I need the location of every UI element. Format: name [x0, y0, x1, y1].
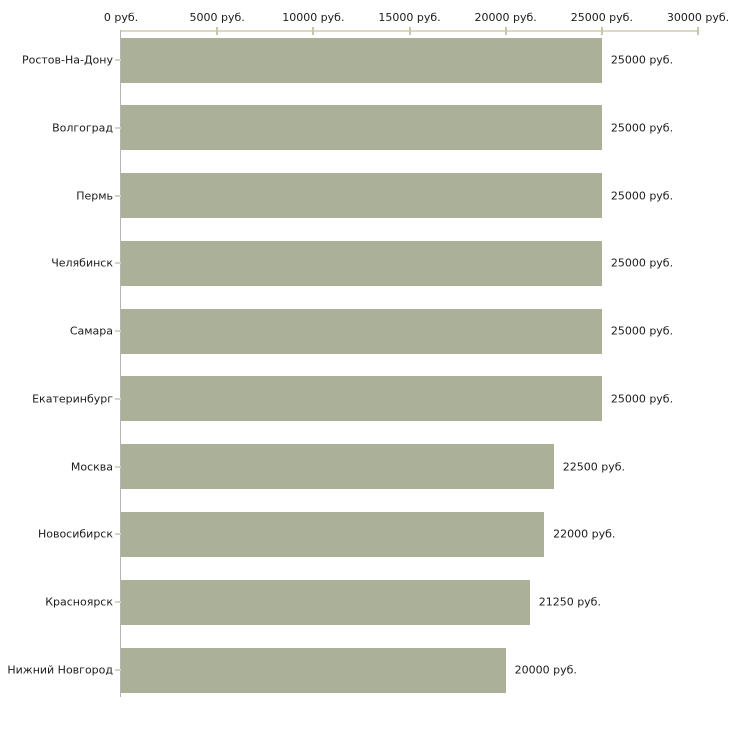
bar — [121, 648, 506, 693]
value-label: 22500 руб. — [562, 460, 626, 474]
bar — [121, 173, 602, 218]
x-axis-tick-label: 5000 руб. — [189, 11, 245, 24]
value-label: 22000 руб. — [553, 527, 616, 541]
x-axis-tick — [216, 27, 218, 35]
x-axis-tick-label: 10000 руб. — [282, 11, 345, 24]
bar — [121, 512, 544, 557]
x-axis-tick — [312, 27, 314, 35]
value-label: 25000 руб. — [610, 324, 674, 338]
x-axis-tick-label: 0 руб. — [103, 11, 139, 24]
x-axis-tick — [505, 27, 507, 35]
x-axis-tick — [697, 27, 699, 35]
bar — [121, 376, 602, 421]
value-label: 25000 руб. — [610, 256, 674, 270]
category-label: Ростов-На-Дону — [21, 53, 113, 67]
value-label: 21250 руб. — [538, 595, 601, 609]
category-label: Нижний Новгород — [7, 663, 113, 677]
bar — [121, 105, 602, 150]
category-label: Красноярск — [45, 595, 113, 609]
x-axis-tick-label: 30000 руб. — [666, 11, 730, 24]
x-axis-tick — [601, 27, 603, 35]
category-label: Новосибирск — [37, 527, 113, 541]
value-label: 25000 руб. — [610, 53, 674, 67]
value-label: 25000 руб. — [610, 189, 674, 203]
x-axis-tick-label: 25000 руб. — [570, 11, 633, 24]
category-label: Самара — [69, 324, 113, 338]
category-label: Пермь — [76, 189, 113, 203]
x-axis-tick-label: 20000 руб. — [474, 11, 537, 24]
bar — [121, 580, 530, 625]
value-label: 20000 руб. — [514, 663, 577, 677]
category-label: Москва — [70, 460, 113, 474]
value-label: 25000 руб. — [610, 392, 674, 406]
bar — [121, 241, 602, 286]
x-axis-tick — [409, 27, 411, 35]
category-label: Екатеринбург — [32, 392, 113, 406]
category-label: Волгоград — [52, 121, 113, 135]
category-label: Челябинск — [51, 256, 113, 270]
x-axis-tick-label: 15000 руб. — [378, 11, 441, 24]
value-label: 25000 руб. — [610, 121, 674, 135]
bar — [121, 38, 602, 83]
bar — [121, 309, 602, 354]
bar — [121, 444, 554, 489]
